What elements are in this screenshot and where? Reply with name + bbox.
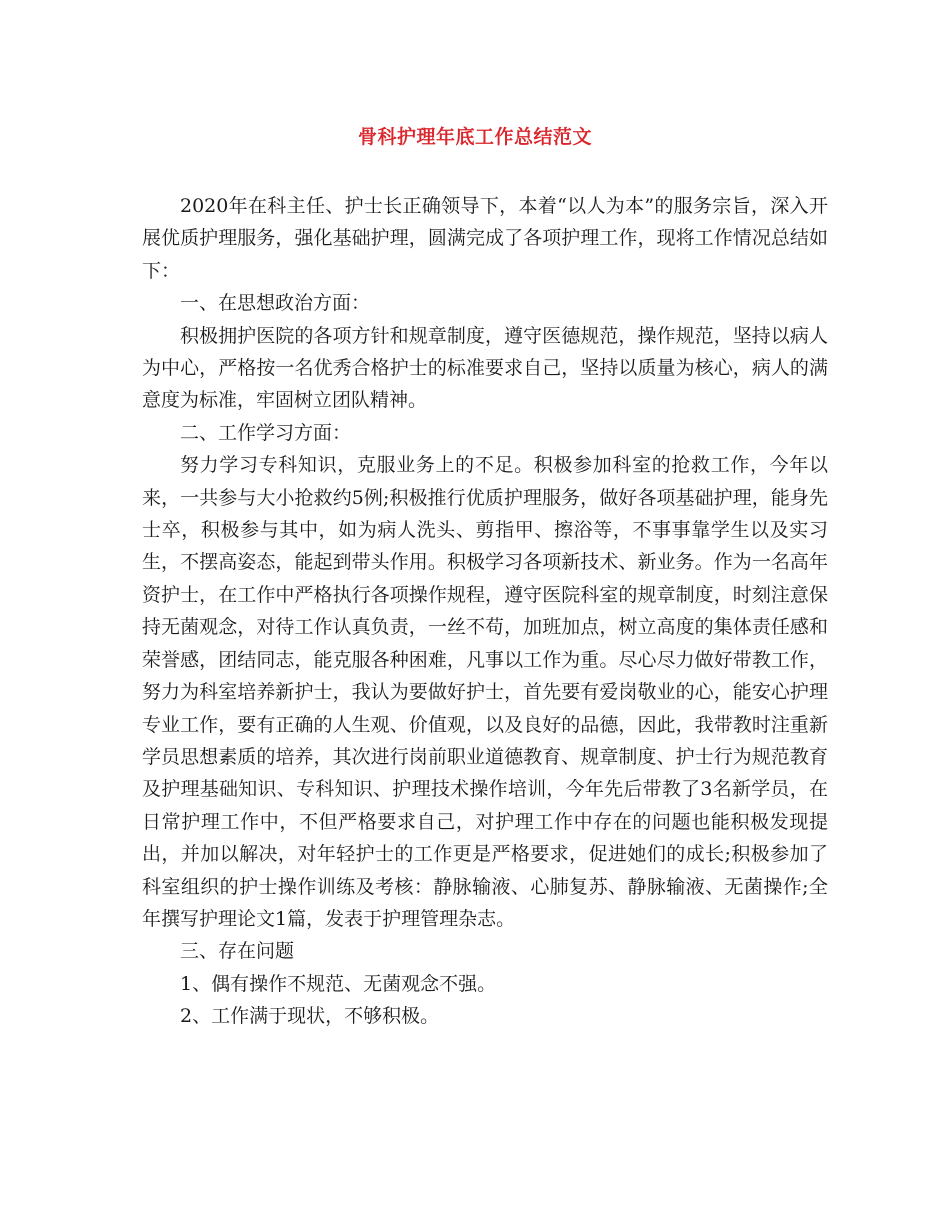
document-body — [142, 190, 828, 1033]
problem-item: 2、工作满于现状，不够积极。 — [180, 1005, 440, 1028]
problem-item: 1、偶有操作不规范、无菌观念不强。 — [180, 972, 497, 995]
politics-paragraph: 积极拥护医院的各项方针和规章制度，遵守医德规范，操作规范，坚持以病人为中心，严格按一名优秀合格护士的标准要求自己，坚持以质量为核心，病人的满意度为标准，牢固树立团队精神。 — [142, 324, 828, 412]
intro-paragraph: 2020年在科主任、护士长正确领导下，本着“以人为本”的服务宗旨，深入开展优质护理服务，强化基础护理，圆满完成了各项护理工作，现将工作情况总结如下： — [142, 195, 828, 282]
document-title: 骨科护理年底工作总结范文 — [357, 126, 592, 148]
section-heading-problems: 三、存在问题 — [180, 940, 295, 963]
work-study-paragraph: 努力学习专科知识，克服业务上的不足。积极参加科室的抢救工作，今年以来，一共参与大小抢救约5例;积极推行优质护理服务，做好各项基础护理，能身先士卒，积极参与其中，如为病人洗头、剪指甲、擦浴等，不事事靠学生以及实习生，不摆高姿态，能起到带头作用。积极学习各项新技术、新业务。作为一名高年资护士，在工作中严格执行各项操作规程，遵守医院科室的规章制度，时刻注意保持无菌观念，对待工作认真负责，一丝不苟，加班加点，树立高度的集体责任感和荣誉感，团结同志，能克服各种困难，凡事以工作为重。尽心尽力做好带教工作，努力为科室培养新护士，我认为要做好护士，首先要有爱岗敬业的心，能安心护理专业工作，要有正确的人生观、价值观，以及良好的品德，因此，我带教时注重新学员思想素质的培养，其次进行岗前职业道德教育、规章制度、护士行为规范教育及护理基础知识、专科知识、护理技术操作培训，今年先后带教了3名新学员，在日常护理工作中，不但严格要求自己，对护理工作中存在的问题也能积极发现提出，并加以解决，对年轻护士的工作更是严格要求，促进她们的成长;积极参加了科室组织的护士操作训练及考核：静脉输液、心肺复苏、静脉输液、无菌操作;全年撰写护理论文1篇，发表于护理管理杂志。 — [142, 454, 828, 930]
section-heading-politics: 一、在思想政治方面： — [180, 292, 371, 315]
section-heading-work-study: 二、工作学习方面： — [180, 421, 352, 444]
